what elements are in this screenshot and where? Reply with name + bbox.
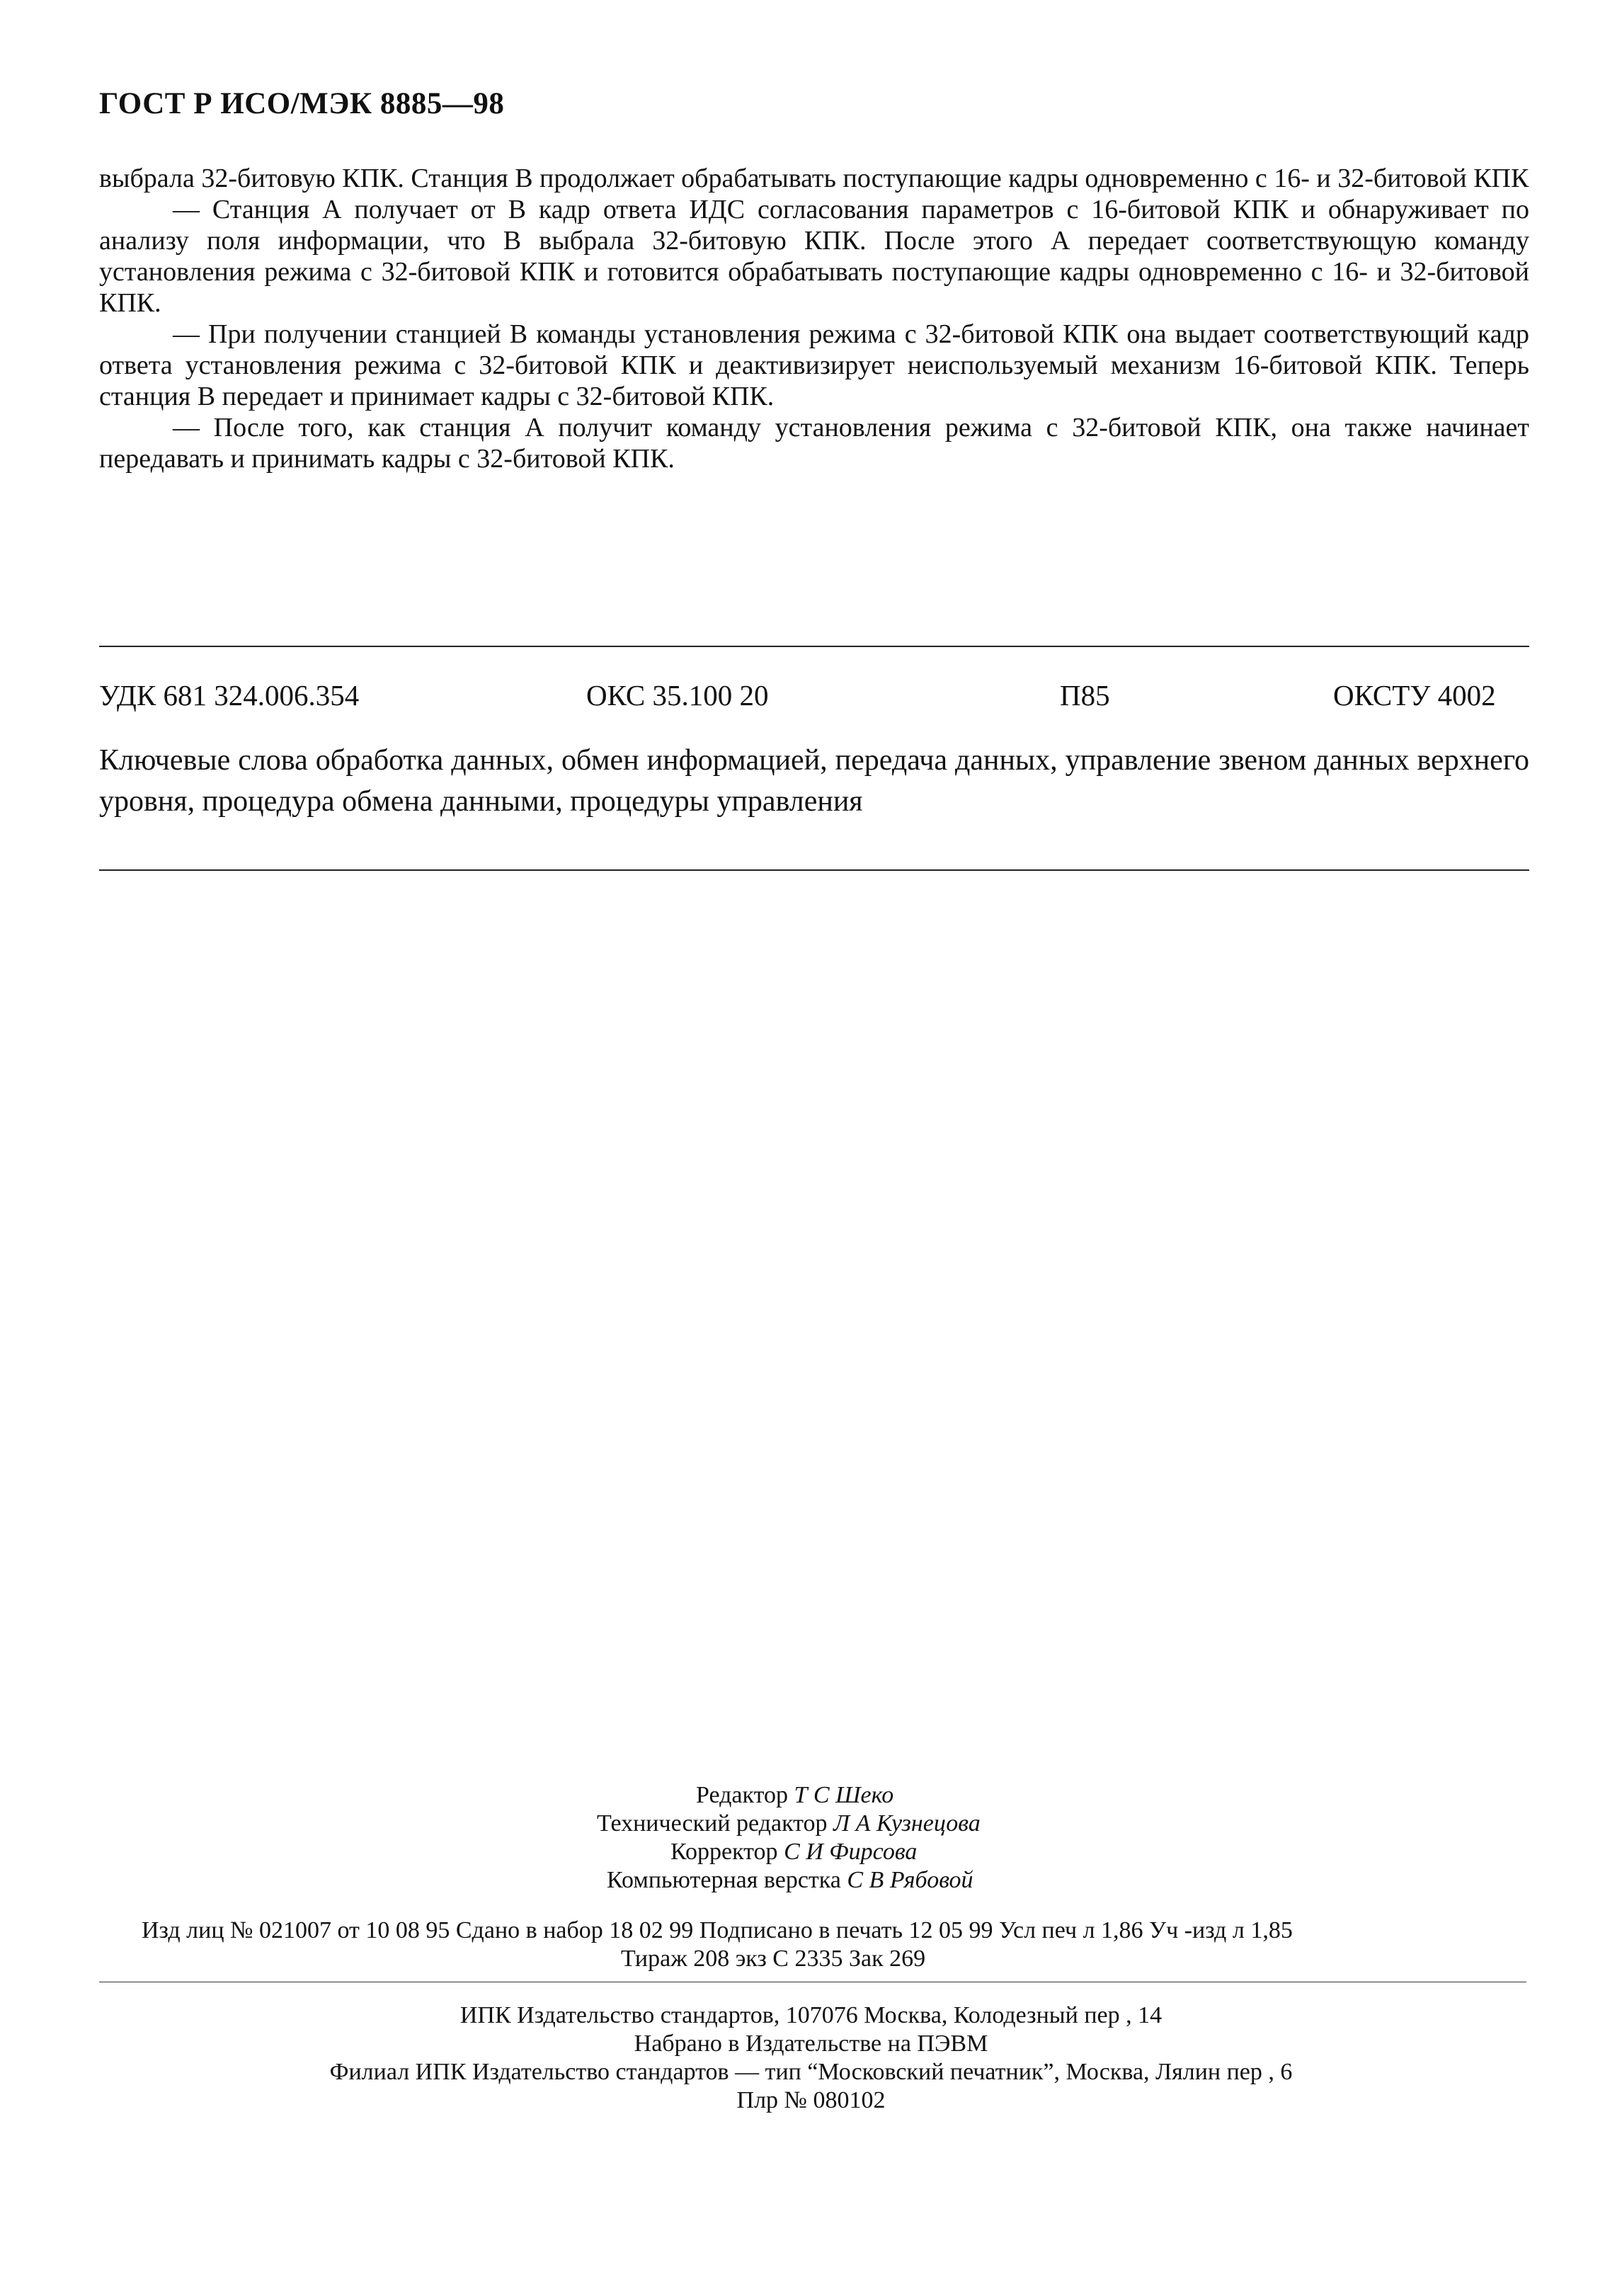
oks-code: ОКС 35.100 20 — [586, 679, 769, 712]
publisher-line-4: Плр № 080102 — [736, 2087, 886, 2113]
tech-editor-name: Л А Кузнецова — [833, 1810, 981, 1837]
okstu-code: ОКСТУ 4002 — [1333, 679, 1496, 712]
paragraph-continuation: выбрала 32-битовую КПК. Станция В продолжает обрабатывать поступающие кадры одновременно с 16- и 32-битовой КПК — [99, 164, 1529, 193]
p-code: П85 — [1060, 679, 1110, 712]
publisher-line-2: Набрано в Издательстве на ПЭВМ — [634, 2031, 988, 2057]
editor-label: Редактор — [696, 1782, 788, 1808]
layout-name: С В Рябовой — [847, 1867, 973, 1893]
paragraph-station-a: — Станция А получает от В кадр ответа ИДС согласования параметров с 16-битовой КПК и обнаруживает по анализу поля информации, что В выбрала 32-битовую КПК. После этого А передает соответствующую команду установления режима с 32-битовой КПК и готовится обрабатывать поступающие кадры одновременно с 16- и 32-битовой КПК. — [99, 195, 1529, 318]
tech-editor-credit — [597, 1809, 981, 1838]
corrector-label: Корректор — [670, 1839, 778, 1865]
imprint-line-2: Тираж 208 экз С 2335 Зак 269 — [621, 1946, 926, 1972]
editor-credit — [696, 1781, 893, 1810]
document-header: ГОСТ Р ИСО/МЭК 8885—98 — [99, 87, 505, 120]
keywords-divider — [99, 869, 1529, 871]
corrector-name: С И Фирсова — [784, 1839, 918, 1865]
layout-credit — [607, 1866, 973, 1895]
tech-editor-label: Технический редактор — [597, 1810, 828, 1837]
publisher-line-1: ИПК Издательство стандартов, 107076 Москва, Колодезный пер , 14 — [459, 2002, 1163, 2028]
keywords: Ключевые слова обработка данных, обмен информацией, передача данных, управление звеном данных верхнего уровня, процедура обмена данными, процедуры управления — [99, 744, 1529, 818]
paragraph-after-command: — После того, как станция А получит команду установления режима с 32-битовой КПК, она также начинает передавать и принимать кадры с 32-битовой КПК. — [99, 413, 1529, 474]
paragraph-station-b: — При получении станцией В команды установления режима с 32-битовой КПК она выдает соответствующий кадр ответа установления режима с 32-битовой КПК и деактивизирует неиспользуемый механизм 16-битовой КПК. Теперь станция В передает и принимает кадры с 32-битовой КПК. — [99, 319, 1529, 411]
corrector-credit — [670, 1837, 917, 1866]
editor-name: Т С Шеко — [794, 1782, 894, 1808]
layout-label: Компьютерная верстка — [607, 1867, 841, 1893]
imprint-line-1: Изд лиц № 021007 от 10 08 95 Сдано в набор 18 02 99 Подписано в печать 12 05 99 Усл печ л 1,86 Уч -изд л 1,85 — [142, 1917, 1293, 1943]
udk-code: УДК 681 324.006.354 — [99, 679, 360, 712]
top-divider — [99, 646, 1529, 647]
publisher-line-3: Филиал ИПК Издательство стандартов — тип “Московский печатник”, Москва, Лялин пер , 6 — [329, 2059, 1293, 2085]
body-text — [99, 163, 1529, 474]
